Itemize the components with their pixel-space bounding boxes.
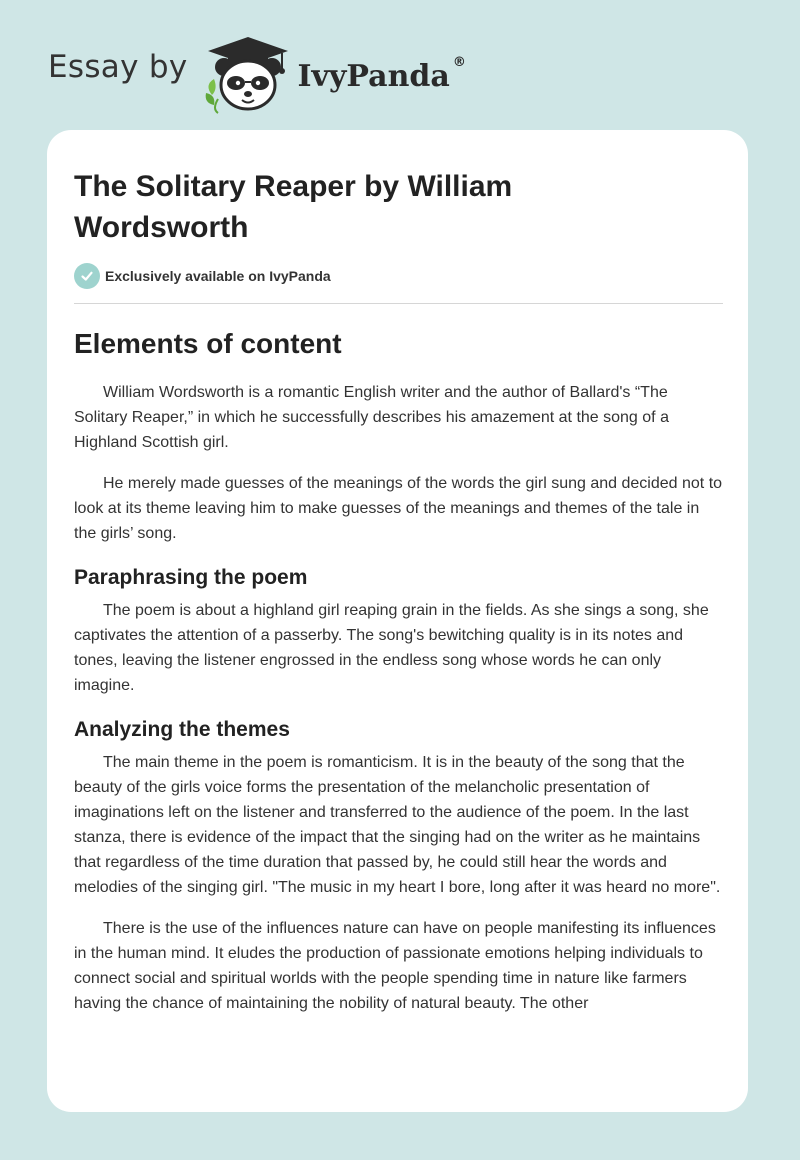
divider [74,303,723,304]
brand-logo[interactable] [48,34,466,114]
essay-body [74,324,723,1032]
brand-name-text: IvyPanda [297,58,450,94]
brand-name [297,54,466,94]
exclusive-badge [74,263,331,289]
paragraph: There is the use of the influences nature can have on people manifesting its influences in the human mind. It eludes the production of passionate emotions helping individuals to connect social and spiritual worlds with the people spending time in nature like farmers having the chance of maintaining the nobility of natural beauty. The other [74,920,716,1012]
subheading-themes: Analyzing the themes [74,718,290,741]
check-circle-icon [74,263,100,289]
paragraph: The poem is about a highland girl reaping grain in the fields. As she sings a song, she captivates the attention of a passerby. The song's bewitching quality is in its notes and tones, leaving the listener engrossed in the endless song whose words he can only imagine. [74,602,709,694]
paragraph: The main theme in the poem is romanticism. It is in the beauty of the song that the beauty of the girls voice forms the presentation of the melancholic presentation of imaginations left on the listener and transferred to the audience of the poem. In the last stanza, there is evidence of the impact that the singing had on the writer as he maintains that regardless of the time duration that passed by, he could still hear the words and melodies of the singing girl. "The music in my heart I bore, long after it was heard no more". [74,754,721,896]
paragraph: William Wordsworth is a romantic English writer and the author of Ballard's “The Solitary Reaper,” in which he successfully describes his amazement at the song of a Highland Scottish girl. [74,384,669,451]
section-heading-elements: Elements of content [74,328,342,359]
registered-mark: ® [452,54,466,70]
exclusive-badge-label: Exclusively available on IvyPanda [105,268,331,284]
brand-prefix: Essay by [48,49,188,85]
essay-card [47,130,748,1112]
panda-mascot-icon [202,33,294,115]
essay-title: The Solitary Reaper by William Wordsworth [74,170,513,244]
subheading-paraphrasing: Paraphrasing the poem [74,566,308,589]
paragraph: He merely made guesses of the meanings of the words the girl sung and decided not to look at its theme leaving him to make guesses of the meanings and themes of the tale in the girls’ song. [74,475,723,542]
